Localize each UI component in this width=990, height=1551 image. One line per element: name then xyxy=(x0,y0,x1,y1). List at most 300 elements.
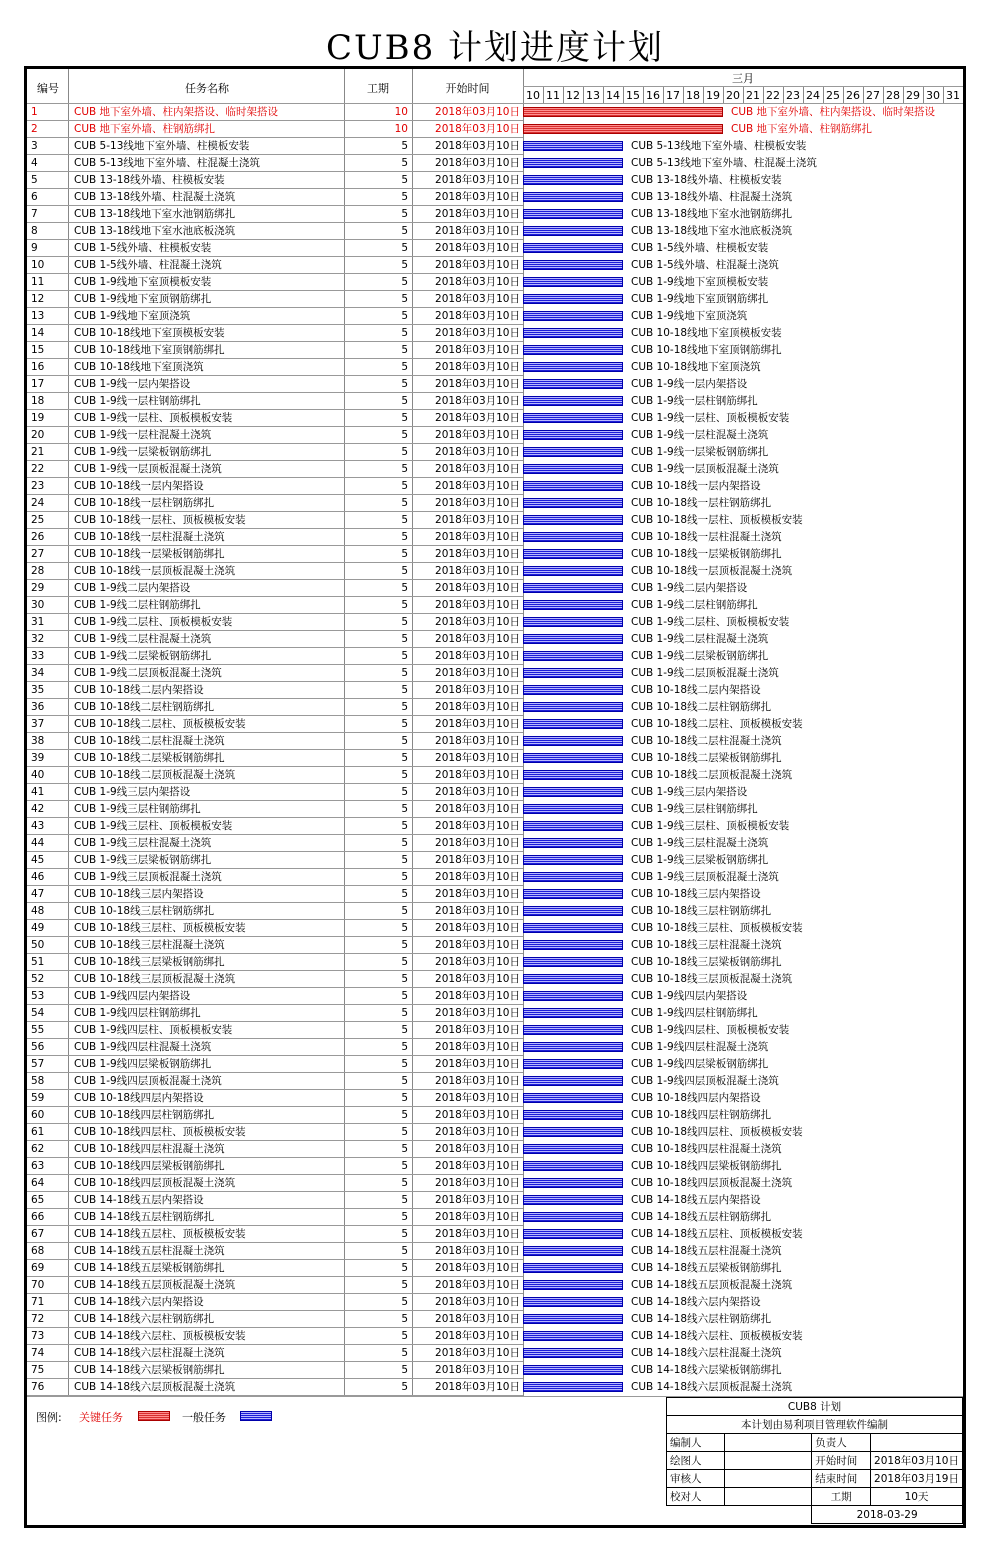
task-start: 2018年03月10日 xyxy=(435,837,520,849)
critical-task-bar xyxy=(523,124,723,134)
task-bar-label: CUB 1-9线二层柱钢筋绑扎 xyxy=(631,599,758,611)
day-divider xyxy=(763,87,764,104)
task-duration: 5 xyxy=(401,939,408,951)
task-bar-label: CUB 10-18线二层梁板钢筋绑扎 xyxy=(631,752,782,764)
task-name: CUB 10-18线一层柱混凝土浇筑 xyxy=(74,531,225,543)
task-bar xyxy=(523,753,623,763)
task-id: 67 xyxy=(31,1228,45,1240)
task-bar xyxy=(523,1144,623,1154)
task-bar xyxy=(523,260,623,270)
task-name: CUB 10-18线三层顶板混凝土浇筑 xyxy=(74,973,236,985)
task-bar xyxy=(523,566,623,576)
task-bar xyxy=(523,1008,623,1018)
task-name: CUB 14-18线六层梁板钢筋绑扎 xyxy=(74,1364,225,1376)
task-bar xyxy=(523,481,623,491)
task-bar-label: CUB 10-18线二层顶板混凝土浇筑 xyxy=(631,769,793,781)
task-bar xyxy=(523,464,623,474)
task-bar xyxy=(523,294,623,304)
task-bar xyxy=(523,872,623,882)
task-duration: 5 xyxy=(401,378,408,390)
task-duration: 5 xyxy=(401,1160,408,1172)
task-start: 2018年03月10日 xyxy=(435,1228,520,1240)
task-start: 2018年03月10日 xyxy=(435,1058,520,1070)
task-start: 2018年03月10日 xyxy=(435,922,520,934)
task-id: 52 xyxy=(31,973,45,985)
task-name: CUB 13-18线外墙、柱模板安装 xyxy=(74,174,225,186)
task-start: 2018年03月10日 xyxy=(435,1177,520,1189)
task-id: 22 xyxy=(31,463,45,475)
task-bar xyxy=(523,719,623,729)
task-id: 28 xyxy=(31,565,45,577)
task-bar xyxy=(523,379,623,389)
task-bar-label: CUB 10-18线四层梁板钢筋绑扎 xyxy=(631,1160,782,1172)
task-start: 2018年03月10日 xyxy=(435,276,520,288)
task-start: 2018年03月10日 xyxy=(435,1279,520,1291)
task-name: CUB 10-18线四层梁板钢筋绑扎 xyxy=(74,1160,225,1172)
task-duration: 5 xyxy=(401,973,408,985)
task-duration: 5 xyxy=(401,1296,408,1308)
task-id: 3 xyxy=(31,140,38,152)
task-bar xyxy=(523,413,623,423)
task-id: 38 xyxy=(31,735,45,747)
task-name: CUB 地下室外墙、柱内架搭设、临时架搭设 xyxy=(74,106,279,118)
task-bar xyxy=(523,1212,623,1222)
task-bar-label: CUB 5-13线地下室外墙、柱混凝土浇筑 xyxy=(631,157,817,169)
task-bar-label: CUB 1-9线三层柱钢筋绑扎 xyxy=(631,803,758,815)
task-start: 2018年03月10日 xyxy=(435,990,520,1002)
task-bar xyxy=(523,1042,623,1052)
task-id: 74 xyxy=(31,1347,45,1359)
task-start: 2018年03月10日 xyxy=(435,939,520,951)
task-duration: 5 xyxy=(401,1058,408,1070)
task-bar xyxy=(523,549,623,559)
task-name: CUB 1-9线一层梁板钢筋绑扎 xyxy=(74,446,212,458)
day-tick: 14 xyxy=(606,89,620,102)
day-tick: 21 xyxy=(746,89,760,102)
task-duration: 5 xyxy=(401,174,408,186)
task-name: CUB 10-18线一层梁板钢筋绑扎 xyxy=(74,548,225,560)
task-bar xyxy=(523,175,623,185)
header-duration: 工期 xyxy=(367,82,389,95)
task-duration: 5 xyxy=(401,514,408,526)
task-bar xyxy=(523,226,623,236)
info-reviewer-label: 审核人 xyxy=(667,1470,725,1488)
task-id: 25 xyxy=(31,514,45,526)
task-start: 2018年03月10日 xyxy=(435,1007,520,1019)
task-bar xyxy=(523,651,623,661)
task-name: CUB 1-9线一层内架搭设 xyxy=(74,378,191,390)
task-start: 2018年03月10日 xyxy=(435,1347,520,1359)
task-id: 31 xyxy=(31,616,45,628)
info-start-value: 2018年03月10日 xyxy=(871,1452,963,1470)
task-start: 2018年03月10日 xyxy=(435,225,520,237)
task-bar xyxy=(523,600,623,610)
task-duration: 5 xyxy=(401,701,408,713)
task-id: 55 xyxy=(31,1024,45,1036)
task-bar-label: CUB 1-9线地下室顶浇筑 xyxy=(631,310,748,322)
task-start: 2018年03月10日 xyxy=(435,1245,520,1257)
task-bar xyxy=(523,311,623,321)
task-duration: 5 xyxy=(401,837,408,849)
task-bar-label: CUB 1-9线四层柱钢筋绑扎 xyxy=(631,1007,758,1019)
task-bar xyxy=(523,1382,623,1392)
day-tick: 18 xyxy=(686,89,700,102)
task-start: 2018年03月10日 xyxy=(435,582,520,594)
task-bar-label: CUB 10-18线二层柱钢筋绑扎 xyxy=(631,701,772,713)
task-start: 2018年03月10日 xyxy=(435,735,520,747)
task-bar xyxy=(523,1110,623,1120)
task-start: 2018年03月10日 xyxy=(435,1364,520,1376)
legend-label: 图例: xyxy=(36,1411,62,1424)
task-start: 2018年03月10日 xyxy=(435,769,520,781)
legend-normal-swatch xyxy=(240,1411,272,1421)
task-start: 2018年03月10日 xyxy=(435,871,520,883)
task-bar-label: CUB 14-18线五层柱混凝土浇筑 xyxy=(631,1245,782,1257)
task-start: 2018年03月10日 xyxy=(435,752,520,764)
task-bar xyxy=(523,396,623,406)
task-name: CUB 10-18线二层梁板钢筋绑扎 xyxy=(74,752,225,764)
day-divider xyxy=(563,87,564,104)
task-name: CUB 10-18线三层梁板钢筋绑扎 xyxy=(74,956,225,968)
task-bar xyxy=(523,889,623,899)
task-name: CUB 1-9线四层梁板钢筋绑扎 xyxy=(74,1058,212,1070)
task-bar-label: CUB 1-9线四层梁板钢筋绑扎 xyxy=(631,1058,769,1070)
task-id: 26 xyxy=(31,531,45,543)
task-start: 2018年03月10日 xyxy=(435,157,520,169)
task-name: CUB 10-18线一层顶板混凝土浇筑 xyxy=(74,565,236,577)
task-bar xyxy=(523,277,623,287)
task-bar-label: CUB 1-9线三层顶板混凝土浇筑 xyxy=(631,871,779,883)
task-bar xyxy=(523,770,623,780)
task-bar xyxy=(523,1331,623,1341)
task-id: 50 xyxy=(31,939,45,951)
task-duration: 5 xyxy=(401,344,408,356)
day-tick: 23 xyxy=(786,89,800,102)
task-start: 2018年03月10日 xyxy=(435,956,520,968)
task-duration: 5 xyxy=(401,1313,408,1325)
task-id: 43 xyxy=(31,820,45,832)
task-duration: 5 xyxy=(401,1194,408,1206)
info-end-value: 2018年03月19日 xyxy=(871,1470,963,1488)
task-bar-label: CUB 14-18线六层柱、顶板模板安装 xyxy=(631,1330,803,1342)
task-id: 20 xyxy=(31,429,45,441)
task-start: 2018年03月10日 xyxy=(435,820,520,832)
day-tick: 24 xyxy=(806,89,820,102)
info-compiler-label: 编制人 xyxy=(667,1434,725,1452)
task-name: CUB 1-9线四层内架搭设 xyxy=(74,990,191,1002)
task-name: CUB 1-9线三层柱混凝土浇筑 xyxy=(74,837,212,849)
task-bar-label: CUB 1-9线一层梁板钢筋绑扎 xyxy=(631,446,769,458)
task-name: CUB 1-9线地下室顶模板安装 xyxy=(74,276,212,288)
task-bar xyxy=(523,804,623,814)
info-duration-value: 10天 xyxy=(871,1488,963,1506)
task-start: 2018年03月10日 xyxy=(435,701,520,713)
task-name: CUB 14-18线五层柱、顶板模板安装 xyxy=(74,1228,246,1240)
task-bar xyxy=(523,1314,623,1324)
task-start: 2018年03月10日 xyxy=(435,310,520,322)
task-id: 12 xyxy=(31,293,45,305)
header-name: 任务名称 xyxy=(185,82,229,95)
task-duration: 5 xyxy=(401,820,408,832)
task-name: CUB 10-18线一层柱钢筋绑扎 xyxy=(74,497,215,509)
task-start: 2018年03月10日 xyxy=(435,123,520,135)
task-duration: 5 xyxy=(401,191,408,203)
task-bar-label: CUB 1-9线一层柱混凝土浇筑 xyxy=(631,429,769,441)
task-bar-label: CUB 10-18线二层内架搭设 xyxy=(631,684,761,696)
task-bar-label: CUB 10-18线四层柱、顶板模板安装 xyxy=(631,1126,803,1138)
task-duration: 5 xyxy=(401,531,408,543)
task-start: 2018年03月10日 xyxy=(435,514,520,526)
task-id: 30 xyxy=(31,599,45,611)
task-id: 65 xyxy=(31,1194,45,1206)
task-id: 47 xyxy=(31,888,45,900)
task-name: CUB 10-18线四层柱钢筋绑扎 xyxy=(74,1109,215,1121)
task-start: 2018年03月10日 xyxy=(435,395,520,407)
task-bar-label: CUB 14-18线六层内架搭设 xyxy=(631,1296,761,1308)
task-bar-label: CUB 10-18线三层柱混凝土浇筑 xyxy=(631,939,782,951)
page-title: CUB8 计划进度计划 xyxy=(325,28,665,68)
task-duration: 5 xyxy=(401,548,408,560)
task-bar xyxy=(523,685,623,695)
info-drawer-value xyxy=(725,1452,812,1470)
task-bar-label: CUB 1-9线二层柱、顶板模板安装 xyxy=(631,616,790,628)
task-duration: 5 xyxy=(401,888,408,900)
task-name: CUB 1-9线一层柱混凝土浇筑 xyxy=(74,429,212,441)
task-id: 60 xyxy=(31,1109,45,1121)
task-id: 54 xyxy=(31,1007,45,1019)
task-bar-label: CUB 1-9线二层梁板钢筋绑扎 xyxy=(631,650,769,662)
task-bar xyxy=(523,855,623,865)
task-duration: 5 xyxy=(401,956,408,968)
task-bar xyxy=(523,209,623,219)
task-id: 29 xyxy=(31,582,45,594)
task-bar-label: CUB 14-18线五层柱、顶板模板安装 xyxy=(631,1228,803,1240)
task-id: 7 xyxy=(31,208,38,220)
task-bar-label: CUB 地下室外墙、柱内架搭设、临时架搭设 xyxy=(731,106,936,118)
day-divider xyxy=(743,87,744,104)
info-end-label: 结束时间 xyxy=(812,1470,871,1488)
task-start: 2018年03月10日 xyxy=(435,1126,520,1138)
task-bar-label: CUB 10-18线一层内架搭设 xyxy=(631,480,761,492)
day-divider xyxy=(683,87,684,104)
task-bar xyxy=(523,838,623,848)
task-name: CUB 1-9线地下室顶浇筑 xyxy=(74,310,191,322)
task-duration: 5 xyxy=(401,293,408,305)
task-id: 70 xyxy=(31,1279,45,1291)
task-bar xyxy=(523,1127,623,1137)
task-duration: 5 xyxy=(401,1092,408,1104)
info-duration-label: 工期 xyxy=(812,1488,871,1506)
task-bar xyxy=(523,1246,623,1256)
task-duration: 5 xyxy=(401,1262,408,1274)
task-name: CUB 10-18线地下室顶模板安装 xyxy=(74,327,225,339)
task-duration: 5 xyxy=(401,854,408,866)
task-start: 2018年03月10日 xyxy=(435,497,520,509)
task-bar-label: CUB 1-9线三层柱混凝土浇筑 xyxy=(631,837,769,849)
task-start: 2018年03月10日 xyxy=(435,633,520,645)
task-id: 44 xyxy=(31,837,45,849)
task-name: CUB 10-18线二层内架搭设 xyxy=(74,684,204,696)
task-bar-label: CUB 1-9线地下室顶钢筋绑扎 xyxy=(631,293,769,305)
task-name: CUB 10-18线三层柱、顶板模板安装 xyxy=(74,922,246,934)
task-start: 2018年03月10日 xyxy=(435,1143,520,1155)
day-tick: 31 xyxy=(946,89,960,102)
task-name: CUB 1-9线三层内架搭设 xyxy=(74,786,191,798)
task-id: 48 xyxy=(31,905,45,917)
day-tick: 17 xyxy=(666,89,680,102)
task-bar-label: CUB 1-9线四层内架搭设 xyxy=(631,990,748,1002)
task-start: 2018年03月10日 xyxy=(435,1262,520,1274)
task-bar-label: CUB 5-13线地下室外墙、柱模板安装 xyxy=(631,140,807,152)
task-name: CUB 10-18线一层内架搭设 xyxy=(74,480,204,492)
day-tick: 28 xyxy=(886,89,900,102)
task-start: 2018年03月10日 xyxy=(435,174,520,186)
task-start: 2018年03月10日 xyxy=(435,429,520,441)
task-name: CUB 10-18线四层柱、顶板模板安装 xyxy=(74,1126,246,1138)
task-name: CUB 1-9线三层柱、顶板模板安装 xyxy=(74,820,233,832)
info-responsible-label: 负责人 xyxy=(812,1434,871,1452)
task-bar xyxy=(523,957,623,967)
task-duration: 5 xyxy=(401,1245,408,1257)
task-id: 23 xyxy=(31,480,45,492)
task-name: CUB 5-13线地下室外墙、柱模板安装 xyxy=(74,140,250,152)
day-divider xyxy=(883,87,884,104)
task-bar-label: CUB 10-18线三层梁板钢筋绑扎 xyxy=(631,956,782,968)
day-tick: 29 xyxy=(906,89,920,102)
task-name: CUB 1-9线四层顶板混凝土浇筑 xyxy=(74,1075,222,1087)
day-tick: 16 xyxy=(646,89,660,102)
task-bar-label: CUB 10-18线一层柱、顶板模板安装 xyxy=(631,514,803,526)
task-id: 36 xyxy=(31,701,45,713)
task-start: 2018年03月10日 xyxy=(435,548,520,560)
task-start: 2018年03月10日 xyxy=(435,531,520,543)
task-bar xyxy=(523,1076,623,1086)
task-bar-label: CUB 1-9线二层柱混凝土浇筑 xyxy=(631,633,769,645)
task-id: 16 xyxy=(31,361,45,373)
critical-task-bar xyxy=(523,107,723,117)
task-start: 2018年03月10日 xyxy=(435,973,520,985)
task-bar-label: CUB 10-18线四层柱钢筋绑扎 xyxy=(631,1109,772,1121)
task-bar xyxy=(523,515,623,525)
day-tick: 11 xyxy=(546,89,560,102)
task-bar xyxy=(523,1229,623,1239)
task-bar-label: CUB 1-9线地下室顶模板安装 xyxy=(631,276,769,288)
day-tick: 22 xyxy=(766,89,780,102)
task-bar xyxy=(523,1195,623,1205)
task-id: 34 xyxy=(31,667,45,679)
task-name: CUB 1-9线四层柱钢筋绑扎 xyxy=(74,1007,201,1019)
task-start: 2018年03月10日 xyxy=(435,191,520,203)
info-date: 2018-03-29 xyxy=(812,1506,963,1524)
task-duration: 5 xyxy=(401,463,408,475)
task-bar-label: CUB 1-5线外墙、柱模板安装 xyxy=(631,242,769,254)
task-duration: 5 xyxy=(401,1279,408,1291)
task-duration: 5 xyxy=(401,565,408,577)
task-duration: 5 xyxy=(401,752,408,764)
task-name: CUB 1-9线一层柱钢筋绑扎 xyxy=(74,395,201,407)
task-bar-label: CUB 10-18线一层梁板钢筋绑扎 xyxy=(631,548,782,560)
task-start: 2018年03月10日 xyxy=(435,565,520,577)
day-tick: 19 xyxy=(706,89,720,102)
task-id: 37 xyxy=(31,718,45,730)
info-proofreader-label: 校对人 xyxy=(667,1488,725,1506)
task-bar-label: CUB 14-18线五层内架搭设 xyxy=(631,1194,761,1206)
task-name: CUB 14-18线六层内架搭设 xyxy=(74,1296,204,1308)
task-duration: 5 xyxy=(401,1347,408,1359)
task-bar xyxy=(523,1297,623,1307)
task-id: 11 xyxy=(31,276,45,288)
day-tick: 10 xyxy=(526,89,540,102)
task-bar xyxy=(523,702,623,712)
task-name: CUB 10-18线二层柱钢筋绑扎 xyxy=(74,701,215,713)
task-bar-label: CUB 13-18线外墙、柱模板安装 xyxy=(631,174,782,186)
task-start: 2018年03月10日 xyxy=(435,616,520,628)
header-month: 三月 xyxy=(732,72,754,85)
task-name: CUB 1-9线二层柱混凝土浇筑 xyxy=(74,633,212,645)
task-name: CUB 1-9线一层顶板混凝土浇筑 xyxy=(74,463,222,475)
task-bar-label: CUB 14-18线六层顶板混凝土浇筑 xyxy=(631,1381,793,1393)
task-id: 69 xyxy=(31,1262,45,1274)
header-start: 开始时间 xyxy=(445,82,490,95)
task-bar-label: CUB 14-18线六层梁板钢筋绑扎 xyxy=(631,1364,782,1376)
day-divider xyxy=(903,87,904,104)
task-duration: 5 xyxy=(401,599,408,611)
task-id: 57 xyxy=(31,1058,45,1070)
task-duration: 5 xyxy=(401,1211,408,1223)
task-duration: 5 xyxy=(401,1109,408,1121)
task-duration: 5 xyxy=(401,429,408,441)
task-bar xyxy=(523,345,623,355)
task-start: 2018年03月10日 xyxy=(435,1296,520,1308)
task-start: 2018年03月10日 xyxy=(435,463,520,475)
task-bar xyxy=(523,1178,623,1188)
task-name: CUB 10-18线四层顶板混凝土浇筑 xyxy=(74,1177,236,1189)
task-bar xyxy=(523,787,623,797)
task-start: 2018年03月10日 xyxy=(435,667,520,679)
task-id: 8 xyxy=(31,225,38,237)
task-bar-label: CUB 14-18线六层柱钢筋绑扎 xyxy=(631,1313,772,1325)
task-name: CUB 14-18线六层柱混凝土浇筑 xyxy=(74,1347,225,1359)
task-bar xyxy=(523,821,623,831)
task-name: CUB 10-18线三层柱混凝土浇筑 xyxy=(74,939,225,951)
task-duration: 5 xyxy=(401,871,408,883)
task-bar xyxy=(523,940,623,950)
task-bar-label: CUB 10-18线一层柱钢筋绑扎 xyxy=(631,497,772,509)
task-bar xyxy=(523,243,623,253)
task-name: CUB 1-9线三层顶板混凝土浇筑 xyxy=(74,871,222,883)
day-tick: 26 xyxy=(846,89,860,102)
task-id: 10 xyxy=(31,259,45,271)
day-divider xyxy=(943,87,944,104)
task-bar-label: CUB 10-18线地下室顶模板安装 xyxy=(631,327,782,339)
day-tick: 12 xyxy=(566,89,580,102)
task-duration: 5 xyxy=(401,786,408,798)
task-name: CUB 1-9线二层顶板混凝土浇筑 xyxy=(74,667,222,679)
task-bar xyxy=(523,617,623,627)
task-start: 2018年03月10日 xyxy=(435,786,520,798)
task-start: 2018年03月10日 xyxy=(435,480,520,492)
task-start: 2018年03月10日 xyxy=(435,293,520,305)
task-start: 2018年03月10日 xyxy=(435,718,520,730)
day-divider xyxy=(723,87,724,104)
day-divider xyxy=(543,87,544,104)
task-name: CUB 10-18线四层内架搭设 xyxy=(74,1092,204,1104)
task-id: 71 xyxy=(31,1296,45,1308)
task-name: CUB 13-18线地下室水池钢筋绑扎 xyxy=(74,208,236,220)
task-start: 2018年03月10日 xyxy=(435,140,520,152)
task-start: 2018年03月10日 xyxy=(435,854,520,866)
task-duration: 5 xyxy=(401,412,408,424)
